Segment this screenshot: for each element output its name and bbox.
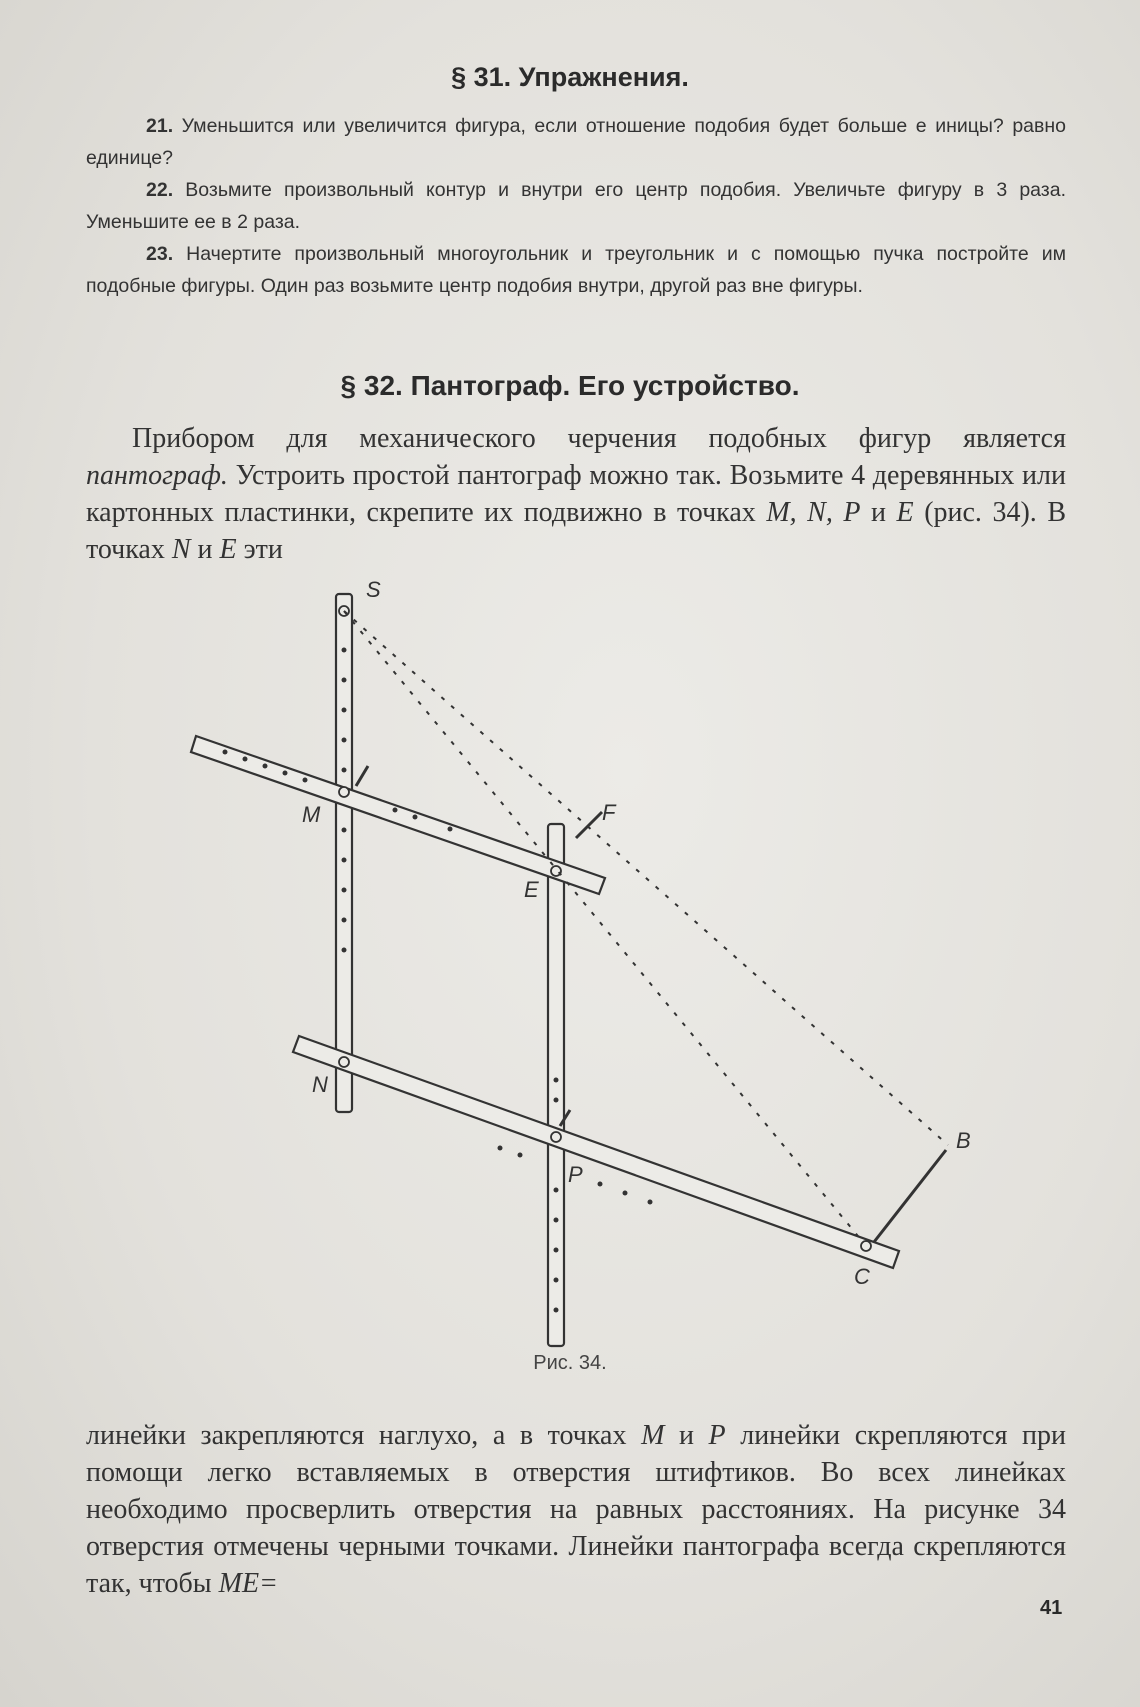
- text-run: Прибором для механического черчения подобных фигур является: [132, 423, 1066, 454]
- bar-lower-slanted: [293, 1036, 899, 1268]
- text-run: эти: [236, 534, 283, 565]
- exercise-22: [86, 174, 1066, 238]
- pivot-p: [551, 1132, 561, 1142]
- section-31-title: § 31. Упражнения.: [451, 62, 689, 92]
- bar-upper-slanted: [191, 736, 605, 894]
- exercise-text: Возьмите произвольный контур и внутри его центр подобия. Увеличьте фигуру в 3 раза. Уменьшите ее в 2 раза.: [86, 179, 1067, 233]
- exercise-text: Уменьшится или увеличится фигура, если отношение подобия будет больше е иницы? равно единице?: [86, 115, 1066, 169]
- text-run: линейки закрепляются наглухо, а в точках: [86, 1420, 642, 1451]
- exercise-23: [86, 238, 1066, 302]
- exercise-number: 23.: [146, 243, 174, 265]
- point-n: N: [171, 534, 191, 565]
- point-m: M: [641, 1420, 665, 1451]
- text-run: и: [190, 534, 220, 565]
- term-pantograph: пантограф.: [86, 460, 228, 491]
- label-n: N: [312, 1072, 328, 1097]
- text-run: и: [860, 497, 897, 528]
- label-f: F: [602, 800, 616, 825]
- point-e: E: [896, 497, 914, 528]
- pivot-n: [339, 1057, 349, 1067]
- pin-m: [356, 766, 368, 786]
- pivot-c: [861, 1241, 871, 1251]
- figure-caption: Рис. 34.: [533, 1352, 607, 1374]
- text-run: (рис. 34). В точках: [86, 497, 1066, 565]
- text-run: линейки скрепляются при помощи легко вставляемых в отверстия штифтиков. Во всех линейках необходимо просверлить отверстия на равных расстояниях. На рисунке 34 отверстия отмечены черными точками. Линейки пантографа всегда скрепляются так, чтобы: [86, 1420, 1067, 1599]
- label-p: P: [568, 1162, 583, 1187]
- ray-s-to-b: [344, 611, 948, 1145]
- figure-34-pantograph: [0, 570, 1140, 1390]
- label-m: M: [302, 802, 321, 827]
- label-b: B: [956, 1128, 971, 1153]
- pivot-m: [339, 787, 349, 797]
- pencil-f: [576, 812, 602, 838]
- equation-me: ME=: [218, 1568, 278, 1599]
- points-mnp: M, N, P: [766, 497, 861, 528]
- paragraph-continued: [86, 1417, 1066, 1602]
- label-e: E: [524, 877, 539, 902]
- point-p: P: [708, 1420, 726, 1451]
- exercise-21: [86, 110, 1066, 174]
- text-run: Устроить простой пантограф можно так. Возьмите 4 деревянных или картонных пластинки, скрепите их подвижно в точках: [86, 460, 1066, 528]
- exercise-number: 21.: [146, 115, 174, 137]
- page-number: 41: [1040, 1597, 1063, 1619]
- point-e: E: [219, 534, 237, 565]
- holes: [223, 648, 653, 1313]
- paragraph-intro: [86, 420, 1066, 568]
- label-s: S: [366, 577, 381, 602]
- exercise-number: 22.: [146, 179, 174, 201]
- section-32-title: § 32. Пантограф. Его устройство.: [340, 370, 800, 401]
- bar-left-vertical: [336, 594, 352, 1112]
- exercise-text: Начертите произвольный многоугольник и треугольник и с помощью пучка постройте им подобные фигуры. Один раз возьмите центр подобия внутри, другой раз вне фигуры.: [86, 243, 1067, 297]
- bar-right-vertical: [548, 824, 564, 1346]
- label-c: C: [854, 1264, 870, 1289]
- pencil-b: [874, 1150, 946, 1242]
- text-run: и: [664, 1420, 709, 1451]
